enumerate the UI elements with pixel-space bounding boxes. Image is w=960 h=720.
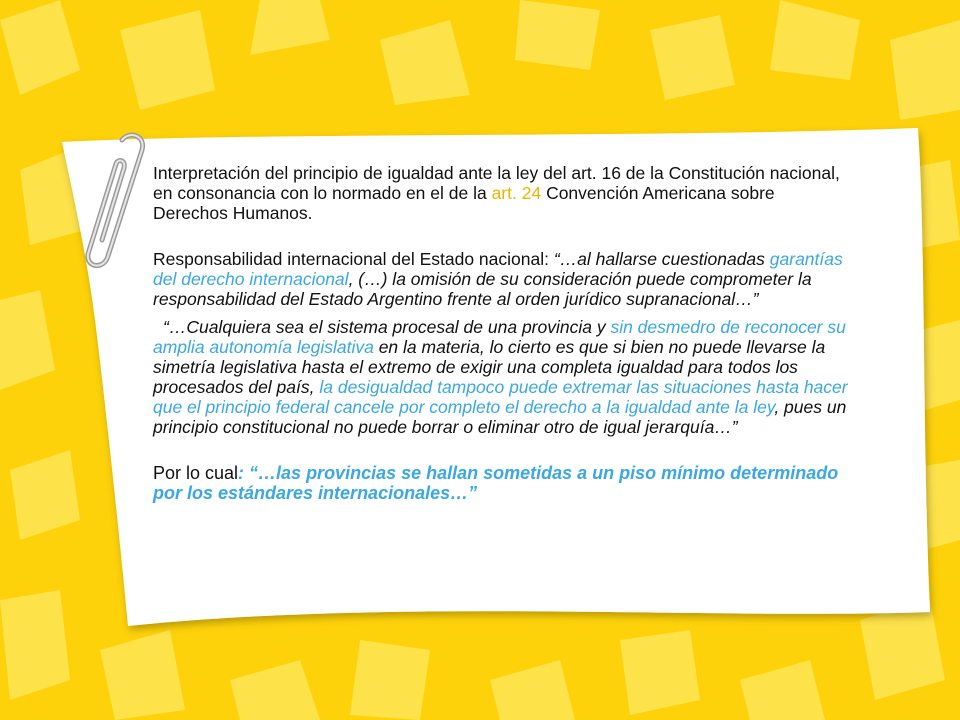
paragraph-procesal xyxy=(153,317,853,437)
quote-segment: en la materia, lo cierto es que si bien no puede llevarse la simetría legislativa hasta el extremo de exigir una completa igualdad para todos los procesados del país, xyxy=(153,337,826,397)
quote-segment: “…al hallarse cuestionadas xyxy=(553,249,770,269)
text-segment: Por lo cual xyxy=(153,463,239,483)
text-segment: Interpretación del principio de igualdad ante la ley del art. 16 de la Constitución nacional, en consonancia con lo normado en el de la xyxy=(153,163,840,203)
note-content xyxy=(153,163,853,503)
paperclip-icon xyxy=(60,128,150,278)
highlight-art24: art. 24 xyxy=(491,183,542,203)
highlight-piso-minimo: : “…las provincias se hallan sometidas a un piso mínimo determinado por los estándares internacionales…” xyxy=(153,463,839,503)
highlight-autonomia: sin desmedro de reconocer su amplia autonomía legislativa xyxy=(153,317,846,357)
text-segment: Convención Americana sobre Derechos Humanos. xyxy=(153,183,775,223)
quote-segment: , (…) la omisión de su consideración puede comprometer la responsabilidad del Estado Argentino frente al orden jurídico supranacional…” xyxy=(153,269,812,309)
paragraph-conclusion xyxy=(153,463,853,503)
quote-segment: , pues un principio constitucional no puede borrar o eliminar otro de igual jerarquía…” xyxy=(153,397,847,437)
paragraph-responsabilidad xyxy=(153,249,853,309)
quote-segment: “…Cualquiera sea el sistema procesal de una provincia y xyxy=(163,317,611,337)
text-segment: Responsabilidad internacional del Estado nacional: xyxy=(153,249,554,269)
paragraph-interpretation xyxy=(153,163,853,223)
highlight-garantias: garantías del derecho internacional xyxy=(153,249,843,289)
highlight-desigualdad: la desigualdad tampoco puede extremar las situaciones hasta hacer que el principio federal cancele por completo el derecho a la igualdad ante la ley xyxy=(153,377,848,417)
